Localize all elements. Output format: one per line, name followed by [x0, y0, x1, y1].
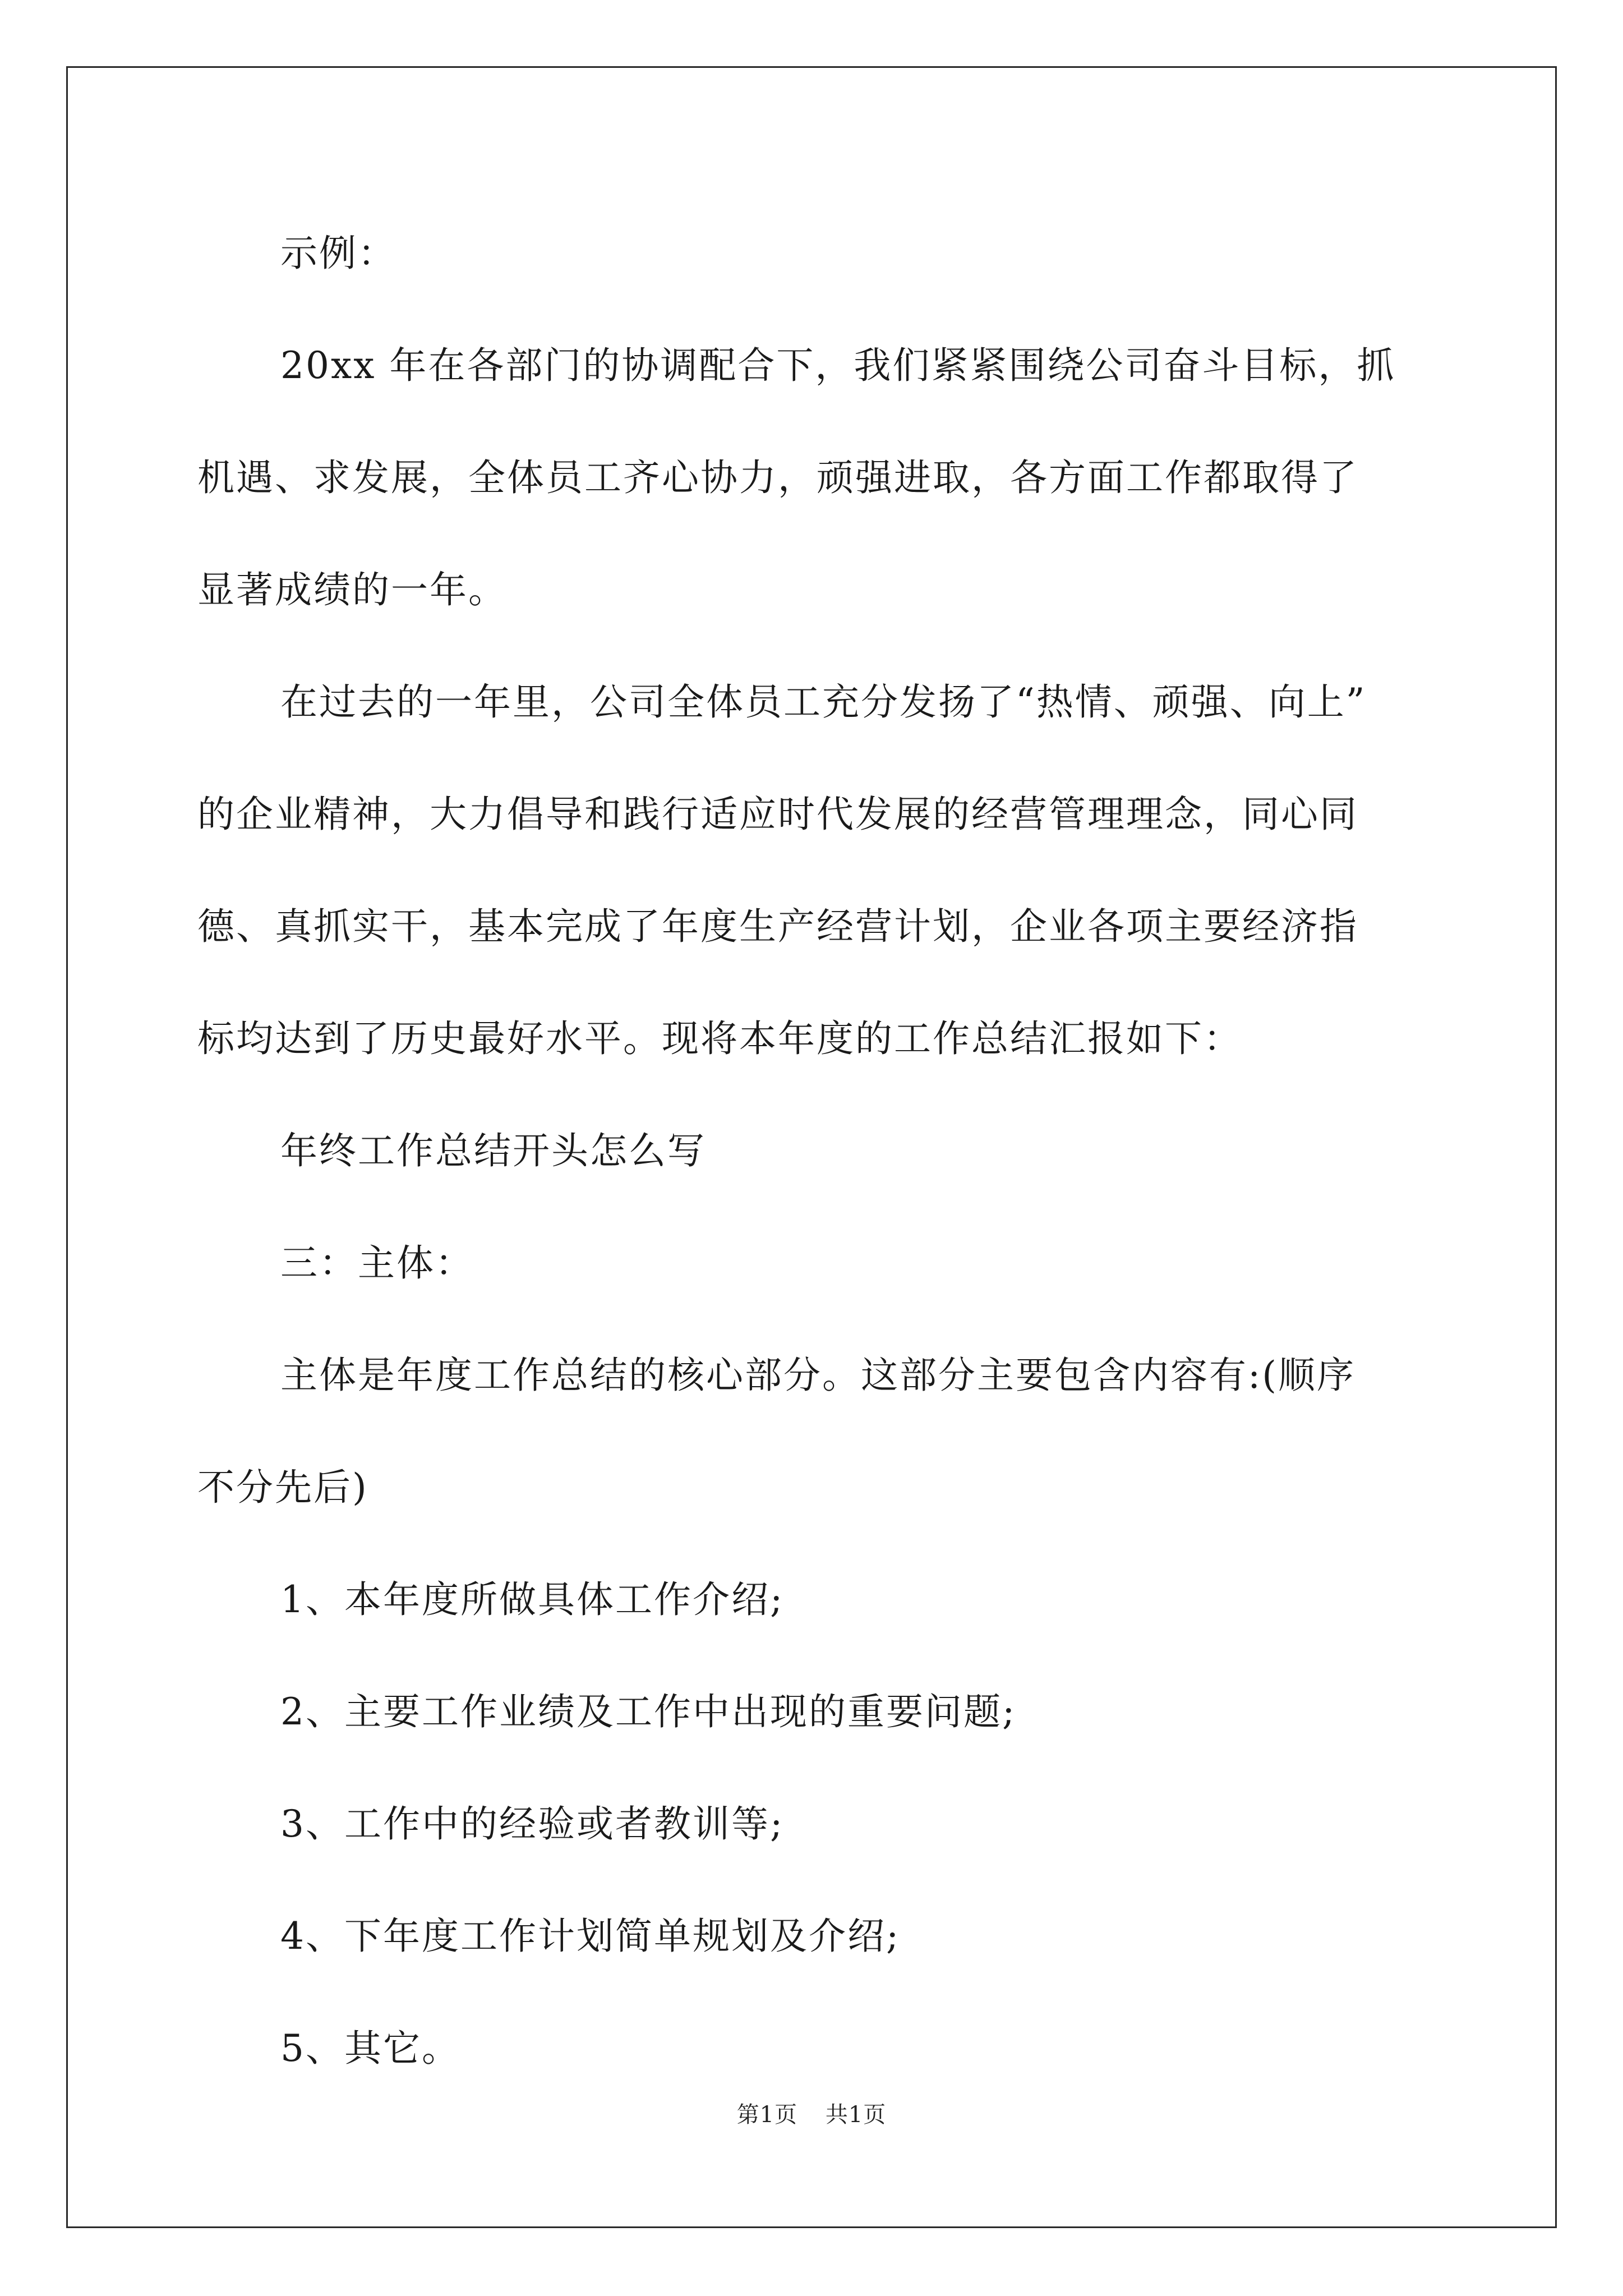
- past-year-paragraph: [197, 646, 1431, 1095]
- text-line: 20xx 年在各部门的协调配合下，我们紧紧围绕公司奋斗目标，抓: [280, 344, 1396, 387]
- text-line: 的企业精神，大力倡导和践行适应时代发展的经营管理理念，同心同: [197, 793, 1358, 836]
- text-line: 显著成绩的一年。: [197, 568, 507, 611]
- text-line: 年终工作总结开头怎么写: [280, 1129, 706, 1172]
- example-label: [197, 197, 1431, 310]
- text-line: 三：主体：: [280, 1241, 474, 1285]
- document-body: [197, 197, 1431, 2105]
- section-heading: [197, 1095, 1431, 1207]
- page-number: 第1页: [736, 2102, 798, 2128]
- text-line: 德、真抓实干，基本完成了年度生产经营计划，企业各项主要经济指: [197, 905, 1358, 948]
- text-line: 5、其它。: [280, 2027, 460, 2070]
- text-line: 4、下年度工作计划简单规划及介绍;: [280, 1915, 901, 1958]
- text-line: 标均达到了历史最好水平。现将本年度的工作总结汇报如下：: [197, 1017, 1242, 1060]
- text-line: 在过去的一年里，公司全体员工充分发扬了“热情、顽强、向上”: [280, 680, 1367, 724]
- page-footer: [0, 2097, 1623, 2129]
- text-line: 1、本年度所做具体工作介绍;: [280, 1578, 785, 1621]
- text-line: 3、工作中的经验或者教训等;: [280, 1802, 785, 1846]
- list-item: [197, 1544, 1431, 1656]
- list-item: [197, 1768, 1431, 1880]
- text-line: 不分先后): [197, 1466, 368, 1509]
- text-line: 机遇、求发展，全体员工齐心协力，顽强进取，各方面工作都取得了: [197, 456, 1358, 499]
- intro-paragraph: [197, 310, 1431, 646]
- list-item: [197, 1993, 1431, 2105]
- section-three-label: [197, 1207, 1431, 1319]
- text-line: 示例：: [280, 232, 396, 275]
- text-line: 2、主要工作业绩及工作中出现的重要问题;: [280, 1690, 1017, 1733]
- list-item: [197, 1656, 1431, 1768]
- page-total: 共1页: [825, 2102, 887, 2128]
- text-line: 主体是年度工作总结的核心部分。这部分主要包含内容有:(顺序: [280, 1354, 1355, 1397]
- body-description: [197, 1319, 1431, 1544]
- list-item: [197, 1880, 1431, 1993]
